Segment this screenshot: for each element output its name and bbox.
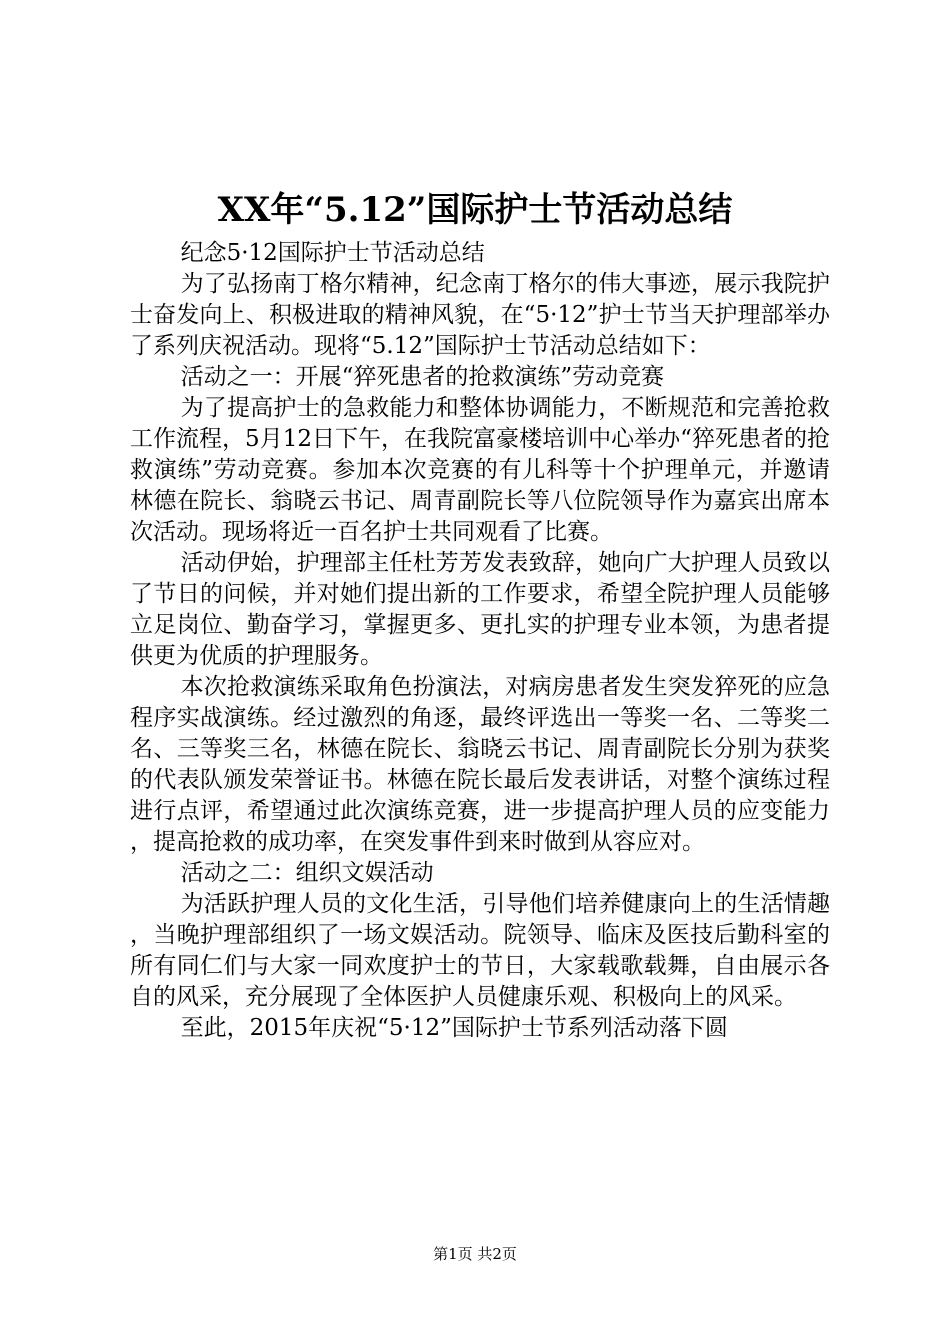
document-title: XX年“5.12”国际护士节活动总结 <box>217 190 733 230</box>
section-heading-activity-1: 活动之一：开展“猝死患者的抢救演练”劳动竞赛 <box>180 364 665 390</box>
paragraph-activity-1-opening: 活动伊始，护理部主任杜芳芳发表致辞，她向广大护理人员致以了节日的问候，并对她们提出新的工作要求，希望全院护理人员能够立足岗位、勤奋学习，掌握更多、更扎实的护理专业本领，为患者提供更为优质的护理服务。 <box>130 550 830 669</box>
section-heading-activity-2: 活动之二：组织文娱活动 <box>180 860 434 886</box>
paragraph-intro: 为了弘扬南丁格尔精神，纪念南丁格尔的伟大事迹，展示我院护士奋发向上、积极进取的精神风貌，在“5·12”护士节当天护理部举办了系列庆祝活动。现将“5.12”国际护士节活动总结如下： <box>130 271 830 359</box>
document-body <box>130 238 830 1044</box>
paragraph-activity-1-drill: 本次抢救演练采取角色扮演法，对病房患者发生突发猝死的应急程序实战演练。经过激烈的角逐，最终评选出一等奖一名、二等奖二名、三等奖三名，林德在院长、翁晓云书记、周青副院长分别为获奖的代表队颁发荣誉证书。林德在院长最后发表讲话，对整个演练过程进行点评，希望通过此次演练竞赛，进一步提高护理人员的应变能力，提高抢救的成功率，在突发事件到来时做到从容应对。 <box>130 674 830 855</box>
paragraph-conclusion: 至此，2015年庆祝“5·12”国际护士节系列活动落下圆 <box>180 1015 728 1041</box>
paragraph-activity-1-overview: 为了提高护士的急救能力和整体协调能力，不断规范和完善抢救工作流程，5月12日下午，在我院富豪楼培训中心举办“猝死患者的抢救演练”劳动竞赛。参加本次竞赛的有儿科等十个护理单元，并邀请林德在院长、翁晓云书记、周青副院长等八位院领导作为嘉宾出席本次活动。现场将近一百名护士共同观看了比赛。 <box>130 395 830 545</box>
paragraph-subtitle: 纪念5·12国际护士节活动总结 <box>180 240 485 266</box>
paragraph-activity-2: 为活跃护理人员的文化生活，引导他们培养健康向上的生活情趣，当晚护理部组织了一场文娱活动。院领导、临床及医技后勤科室的所有同仁们与大家一同欢度护士的节日，大家载歌载舞，自由展示各自的风采，充分展现了全体医护人员健康乐观、积极向上的风采。 <box>130 891 830 1010</box>
page-number-footer: 第1页 共2页 <box>433 1245 517 1263</box>
